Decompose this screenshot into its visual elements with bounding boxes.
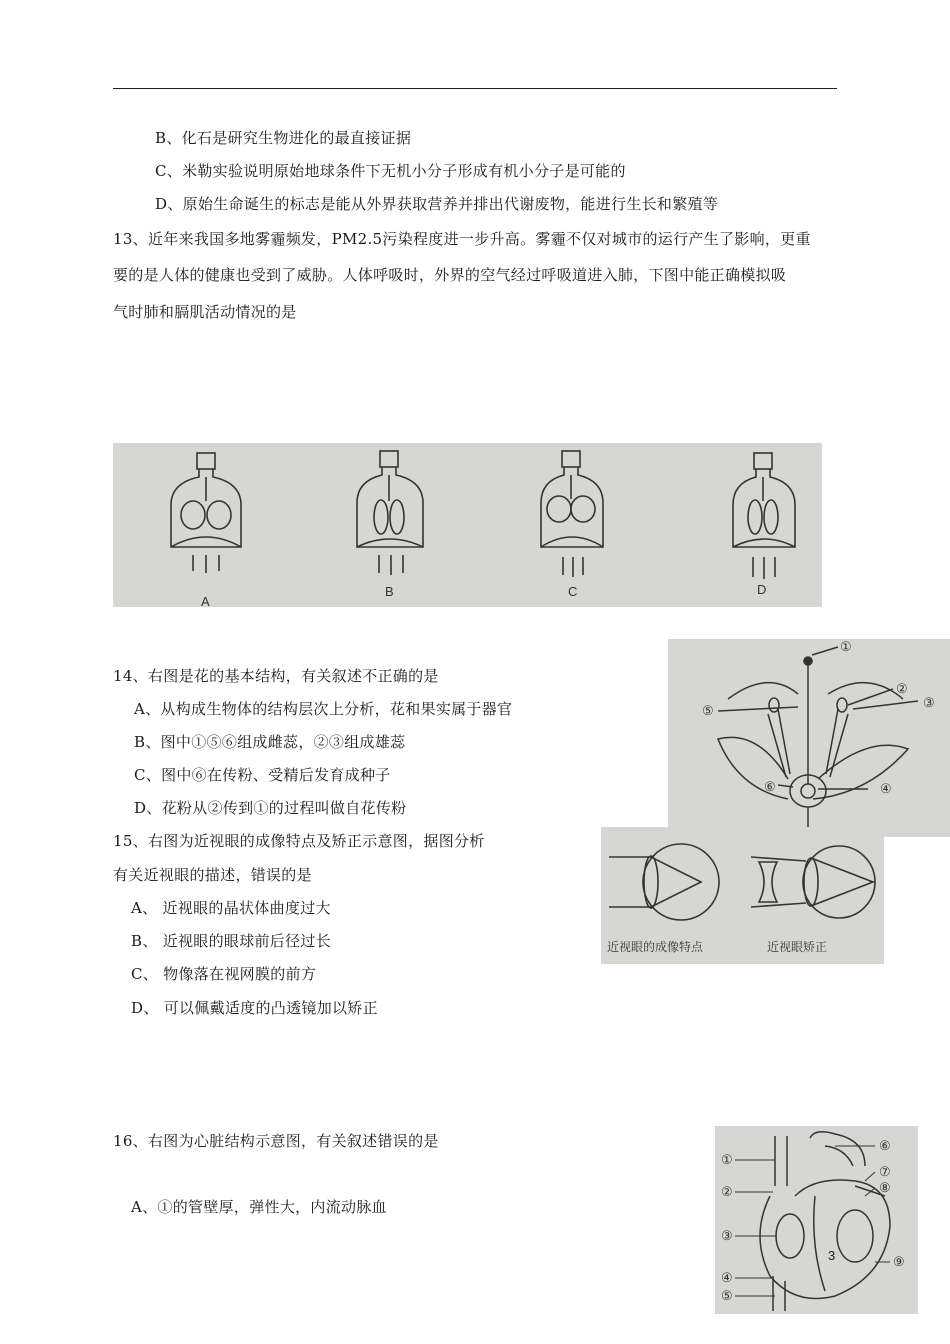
heart-structure-figure xyxy=(715,1126,918,1314)
q13-stem-line-2: 要的是人体的健康也受到了威胁。人体呼吸时，外界的空气经过呼吸道进入肺，下图中能正确模拟吸 xyxy=(113,266,787,284)
myopia-figure xyxy=(601,827,884,964)
myopia-caption-left: 近视眼的成像特点 xyxy=(607,940,704,954)
bell-jar-d xyxy=(733,453,795,579)
bell-jar-b xyxy=(357,451,423,575)
flower-label-3: ③ xyxy=(923,695,935,710)
q16-option-a: A、①的管壁厚，弹性大，内流动脉血 xyxy=(131,1198,387,1216)
bell-jar-figure xyxy=(113,443,822,607)
bell-jar-label-a: A xyxy=(201,594,210,607)
flower-label-1: ① xyxy=(840,639,852,654)
page-number: 3 xyxy=(828,1248,836,1263)
heart-label-7: ⑦ xyxy=(879,1164,891,1179)
bell-jar-c xyxy=(541,451,603,577)
flower-label-4: ④ xyxy=(880,781,892,796)
q14-stem: 14、右图是花的基本结构，有关叙述不正确的是 xyxy=(113,667,439,685)
heart-label-1: ① xyxy=(721,1152,733,1167)
q16-stem: 16、右图为心脏结构示意图，有关叙述错误的是 xyxy=(113,1132,439,1150)
q14-option-b: B、图中①⑤⑥组成雌蕊，②③组成雄蕊 xyxy=(134,733,406,751)
q15-stem-line-2: 有关近视眼的描述，错误的是 xyxy=(113,866,312,884)
heart-label-2: ② xyxy=(721,1184,733,1199)
heart-label-5: ⑤ xyxy=(721,1288,733,1303)
heart-label-6: ⑥ xyxy=(879,1138,891,1153)
flower-label-6: ⑥ xyxy=(764,779,776,794)
heart-label-3: ③ xyxy=(721,1228,733,1243)
heart-label-8: ⑧ xyxy=(879,1180,891,1195)
q12-option-d: D、原始生命诞生的标志是能从外界获取营养并排出代谢废物，能进行生长和繁殖等 xyxy=(155,195,719,213)
q13-stem-line-1: 13、近年来我国多地雾霾频发，PM2.5污染程度进一步升高。雾霾不仅对城市的运行产生了影响，更重 xyxy=(113,230,811,248)
q15-option-b: B、 近视眼的眼球前后径过长 xyxy=(131,932,331,950)
q14-option-c: C、图中⑥在传粉、受精后发育成种子 xyxy=(134,766,391,784)
q14-option-a: A、从构成生物体的结构层次上分析，花和果实属于器官 xyxy=(134,700,513,718)
q12-option-b: B、化石是研究生物进化的最直接证据 xyxy=(155,129,412,147)
flower-label-2: ② xyxy=(896,681,908,696)
bell-jar-label-b: B xyxy=(385,584,394,599)
q15-option-c: C、 物像落在视网膜的前方 xyxy=(131,965,317,983)
myopia-caption-right: 近视眼矫正 xyxy=(767,940,828,954)
q15-option-d: D、 可以佩戴适度的凸透镜加以矫正 xyxy=(131,999,378,1017)
q14-option-d: D、花粉从②传到①的过程叫做自花传粉 xyxy=(134,799,407,817)
q15-option-a: A、 近视眼的晶状体曲度过大 xyxy=(131,899,331,917)
q15-stem-line-1: 15、右图为近视眼的成像特点及矫正示意图，据图分析 xyxy=(113,832,485,850)
flower-structure-figure xyxy=(668,639,950,837)
flower-label-5: ⑤ xyxy=(702,703,714,718)
header-rule xyxy=(113,88,837,89)
bell-jar-label-c: C xyxy=(568,584,578,599)
bell-jar-a xyxy=(171,453,241,573)
bell-jar-label-d: D xyxy=(757,582,767,597)
q12-option-c: C、米勒实验说明原始地球条件下无机小分子形成有机小分子是可能的 xyxy=(155,162,626,180)
heart-label-4: ④ xyxy=(721,1270,733,1285)
heart-label-9: ⑨ xyxy=(893,1254,905,1269)
q13-stem-line-3: 气时肺和膈肌活动情况的是 xyxy=(113,303,297,321)
